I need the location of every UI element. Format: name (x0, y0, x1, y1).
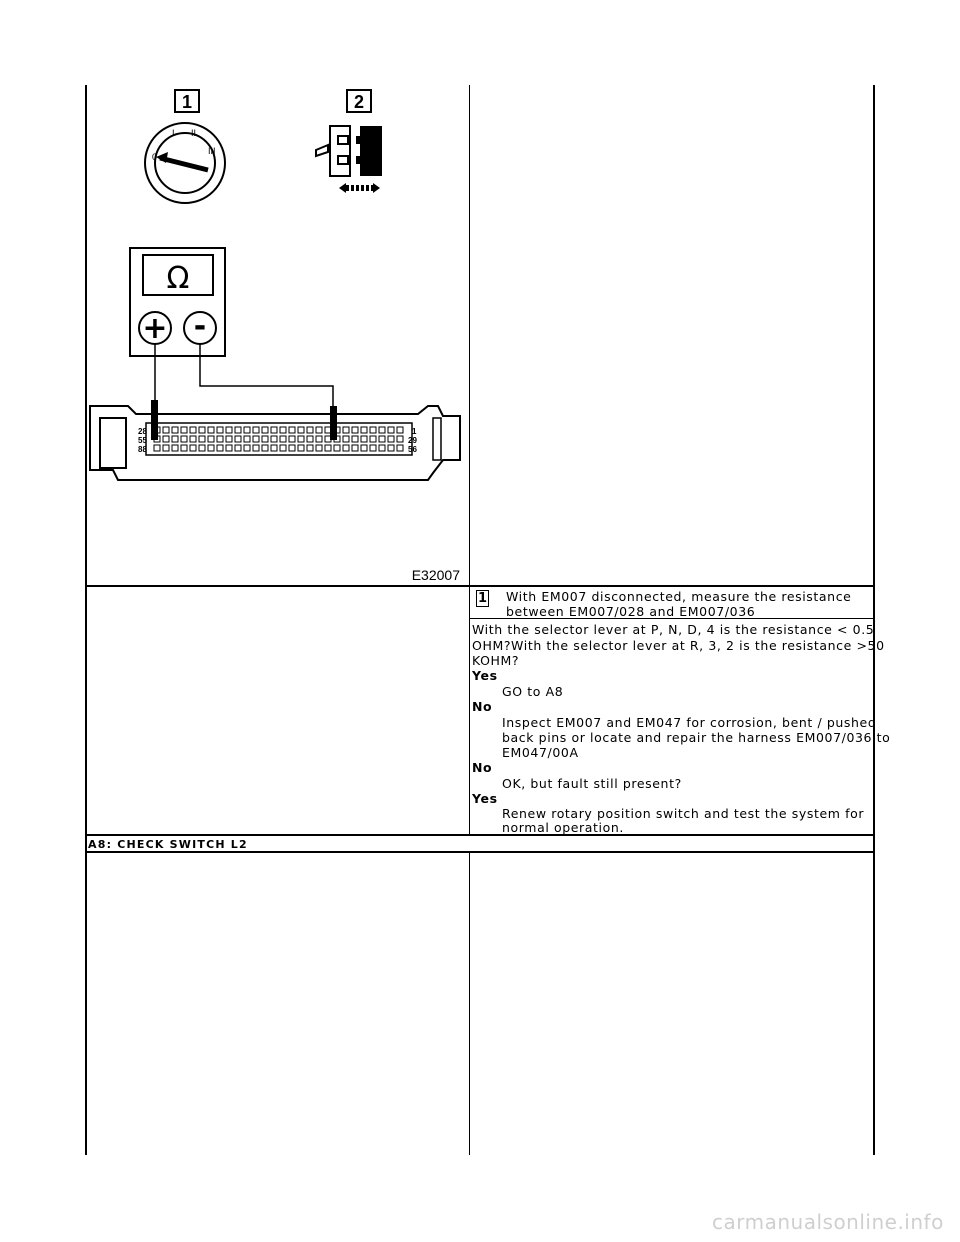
connector-pin (271, 445, 277, 451)
connector-disconnect-icon (316, 126, 382, 193)
connector-pin (190, 436, 196, 442)
connector-pin (307, 427, 313, 433)
connector-pin (199, 436, 205, 442)
callout-2: 2 (353, 92, 365, 112)
connector-pin (199, 427, 205, 433)
section-title: A8: CHECK SWITCH L2 (88, 838, 248, 851)
connector-pin (361, 436, 367, 442)
connector-pin (289, 436, 295, 442)
ohm-symbol: Ω (166, 261, 190, 296)
watermark: carmanualsonline.info (712, 1210, 944, 1234)
callout-1: 1 (181, 92, 193, 112)
connector-pin (388, 445, 394, 451)
connector-pin (397, 436, 403, 442)
connector-pin (289, 427, 295, 433)
connector-pin (154, 445, 160, 451)
connector-pin (388, 436, 394, 442)
connector-pin (343, 445, 349, 451)
answer-no-1-line-2: back pins or locate and repair the harness EM007/036 to (502, 730, 891, 745)
connector-pin (370, 427, 376, 433)
connector-pin (316, 436, 322, 442)
connector-pin (298, 427, 304, 433)
connector-pin (163, 445, 169, 451)
step-number: 1 (477, 591, 488, 606)
answer-no-2-action: OK, but fault still present? (502, 776, 682, 791)
connector-pin (181, 427, 187, 433)
table-border-right (873, 85, 875, 1155)
answer-yes-1-action: GO to A8 (502, 684, 564, 699)
connector-pin (280, 445, 286, 451)
pin-label-29: 29 (408, 436, 417, 445)
answer-yes-2-label: Yes (472, 791, 498, 806)
pin-label-28: 28 (138, 427, 147, 436)
connector-pin (325, 445, 331, 451)
connector-pin (352, 436, 358, 442)
connector-pin (181, 445, 187, 451)
connector-pin (235, 445, 241, 451)
connector-pin (226, 427, 232, 433)
connector-pin (172, 445, 178, 451)
connector-pin (244, 427, 250, 433)
connector-pin (181, 436, 187, 442)
connector-pin (208, 436, 214, 442)
answer-yes-2-line-2: normal operation. (502, 820, 624, 835)
question-line-2: OHM?With the selector lever at R, 3, 2 is the resistance >50 (472, 638, 885, 653)
connector-pin (172, 427, 178, 433)
connector-pin (253, 445, 259, 451)
figure-id: E32007 (411, 567, 460, 583)
pin-label-1: 1 (412, 427, 417, 436)
connector-pin (343, 427, 349, 433)
connector-pin (361, 427, 367, 433)
connector-pin (280, 436, 286, 442)
connector-pin (379, 445, 385, 451)
pin-label-88: 88 (138, 445, 147, 454)
connector-pin (370, 445, 376, 451)
connector-pin (262, 427, 268, 433)
pin-label-56: 56 (408, 445, 417, 454)
connector-pin (208, 445, 214, 451)
table-divider-middle-3 (469, 852, 470, 1155)
connector-pin (271, 427, 277, 433)
multimeter-icon (130, 248, 337, 440)
question-line-1: With the selector lever at P, N, D, 4 is the resistance < 0.5 (472, 622, 875, 637)
knob-label-3: III (208, 146, 216, 156)
probe-minus: - (193, 309, 207, 344)
knob-label-2: II (191, 128, 197, 138)
connector-pin (172, 436, 178, 442)
row-line-1 (85, 585, 875, 587)
row-line-4 (85, 851, 875, 853)
connector-pin (289, 445, 295, 451)
ecu-connector-icon (90, 406, 460, 480)
connector-pin (298, 445, 304, 451)
connector-pin (397, 427, 403, 433)
table-divider-middle (469, 85, 470, 585)
connector-pin (244, 436, 250, 442)
connector-pin (235, 436, 241, 442)
answer-no-2-label: No (472, 760, 493, 775)
connector-pin (280, 427, 286, 433)
connector-pin (244, 445, 250, 451)
connector-pin (361, 445, 367, 451)
connector-pin (217, 427, 223, 433)
connector-pin (190, 445, 196, 451)
connector-pin (271, 436, 277, 442)
question-line-3: KOHM? (472, 653, 520, 668)
answer-no-1-line-3: EM047/00A (502, 745, 579, 760)
connector-pin (226, 445, 232, 451)
connector-pin (307, 436, 313, 442)
table-border-left (85, 85, 87, 1155)
connector-pin (307, 445, 313, 451)
connector-pin (235, 427, 241, 433)
connector-pin (334, 445, 340, 451)
wiring-diagram (88, 88, 468, 583)
step-text-line-2: between EM007/028 and EM007/036 (506, 604, 756, 619)
connector-pin (316, 427, 322, 433)
connector-pin (262, 436, 268, 442)
connector-pin (253, 436, 259, 442)
connector-pin (316, 445, 322, 451)
knob-label-1: I (172, 128, 175, 138)
connector-pin (379, 427, 385, 433)
connector-pin (262, 445, 268, 451)
connector-pin (217, 445, 223, 451)
connector-pin (343, 436, 349, 442)
knob-label-0: 0 (152, 152, 158, 162)
connector-pin (163, 427, 169, 433)
table-divider-middle-2 (469, 585, 470, 835)
connector-pin (217, 436, 223, 442)
probe-plus: + (142, 311, 168, 346)
answer-yes-2-line-1: Renew rotary position switch and test the system for (502, 806, 865, 821)
connector-pin (199, 445, 205, 451)
connector-pin (208, 427, 214, 433)
connector-pin (190, 427, 196, 433)
answer-no-1-line-1: Inspect EM007 and EM047 for corrosion, bent / pushed (502, 715, 877, 730)
step-number-box (476, 590, 489, 607)
connector-pin (379, 436, 385, 442)
row-line-3 (85, 834, 875, 836)
answer-no-1-label: No (472, 699, 493, 714)
connector-pin (388, 427, 394, 433)
connector-pin (352, 427, 358, 433)
connector-pin (352, 445, 358, 451)
connector-pin (163, 436, 169, 442)
connector-pin (226, 436, 232, 442)
connector-pin (397, 445, 403, 451)
connector-pin (298, 436, 304, 442)
step-text-line-1: With EM007 disconnected, measure the resistance (506, 589, 852, 604)
pin-label-55: 55 (138, 436, 147, 445)
answer-yes-1-label: Yes (472, 668, 498, 683)
ignition-switch-icon (145, 123, 225, 203)
connector-pin (253, 427, 259, 433)
connector-pin (370, 436, 376, 442)
